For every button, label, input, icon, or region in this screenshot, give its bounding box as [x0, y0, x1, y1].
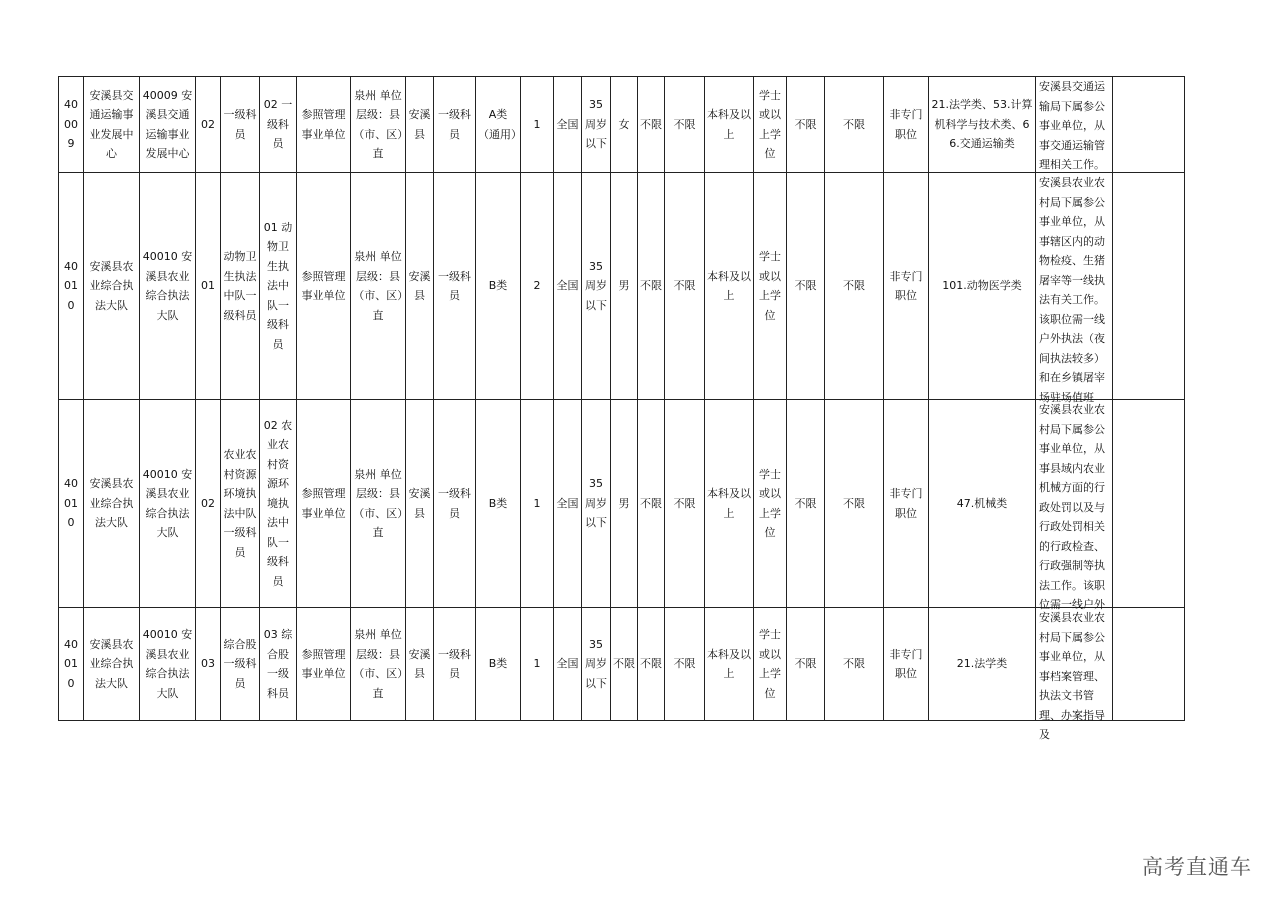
other-req-cell: 不限: [825, 400, 884, 608]
exam-type-cell: B类: [476, 173, 521, 400]
gender-cell: 不限: [611, 608, 638, 721]
post-code-cell: 02: [196, 77, 221, 173]
other-req-cell: 不限: [825, 173, 884, 400]
dept-code-cell: 40010: [59, 400, 84, 608]
degree-cell: 学士或以上学位: [754, 173, 787, 400]
watermark-text: 高考直通车: [1142, 855, 1252, 879]
household-cell: 全国: [554, 608, 582, 721]
unit-name-cell: 40010 安溪县农业综合执法大队: [140, 608, 196, 721]
gender-cell: 男: [611, 173, 638, 400]
unit-name-cell: 40010 安溪县农业综合执法大队: [140, 173, 196, 400]
unit-level-cell: 泉州 单位层级：县（市、区）直: [351, 608, 406, 721]
experience-cell: 不限: [787, 400, 825, 608]
dept-code-cell: 40010: [59, 173, 84, 400]
age-cell: 35周岁以下: [582, 173, 611, 400]
education-cell: 本科及以上: [705, 400, 754, 608]
rank-cell: 一级科员: [434, 608, 476, 721]
education-cell: 本科及以上: [705, 608, 754, 721]
major-cell: 21.法学类、53.计算机科学与技术类、66.交通运输类: [929, 77, 1036, 173]
description-cell: [1036, 173, 1113, 404]
table-row: [59, 77, 1185, 173]
dept-name-cell: 安溪县交通运输事业发展中心: [84, 77, 140, 173]
post-full-cell: 01 动物卫生执法中队一级科员: [260, 173, 297, 400]
gender-cell: 男: [611, 400, 638, 608]
region-cell: 安溪县: [406, 173, 434, 400]
table-row: [59, 173, 1185, 400]
unit-level-cell: 泉州 单位层级：县（市、区）直: [351, 77, 406, 173]
household-cell: 全国: [554, 173, 582, 400]
rank-cell: 一级科员: [434, 173, 476, 400]
description-text: 安溪县农业农村局下属参公事业单位，从事县域内农业机械方面的行政处罚以及与行政处罚相关的行政检查、行政强制等执法工作。该职位需一线户外: [1039, 403, 1105, 611]
dept-name-cell: 安溪县农业综合执法大队: [84, 400, 140, 608]
special-post-cell: 非专门职位: [884, 400, 929, 608]
post-name-cell: 农业农村资源环境执法中队一级科员: [221, 400, 260, 608]
description-text: 安溪县农业农村局下属参公事业单位，从事档案管理、执法文书管理、办案指导及: [1039, 611, 1105, 741]
post-name-cell: 综合股一级科员: [221, 608, 260, 721]
age-cell: 35周岁以下: [582, 77, 611, 173]
special-post-cell: 非专门职位: [884, 77, 929, 173]
headcount-cell: 1: [521, 77, 554, 173]
dept-name-cell: 安溪县农业综合执法大队: [84, 608, 140, 721]
post-name-cell: 动物卫生执法中队一级科员: [221, 173, 260, 400]
description-cell: [1036, 608, 1113, 741]
ethnicity-cell: 不限: [638, 400, 665, 608]
unit-nature-cell: 参照管理事业单位: [297, 77, 351, 173]
education-cell: 本科及以上: [705, 77, 754, 173]
exam-type-cell: A类（通用）: [476, 77, 521, 173]
politics-cell: 不限: [665, 77, 705, 173]
experience-cell: 不限: [787, 608, 825, 721]
dept-name-cell: 安溪县农业综合执法大队: [84, 173, 140, 400]
post-full-cell: 03 综合股一级科员: [260, 608, 297, 721]
rank-cell: 一级科员: [434, 400, 476, 608]
gender-cell: 女: [611, 77, 638, 173]
ethnicity-cell: 不限: [638, 173, 665, 400]
special-post-cell: 非专门职位: [884, 173, 929, 400]
politics-cell: 不限: [665, 608, 705, 721]
job-table: [58, 76, 1185, 741]
unit-level-cell: 泉州 单位层级：县（市、区）直: [351, 400, 406, 608]
special-post-cell: 非专门职位: [884, 608, 929, 721]
dept-code-cell: 40010: [59, 608, 84, 721]
unit-name-cell: 40009 安溪县交通运输事业发展中心: [140, 77, 196, 173]
rank-cell: 一级科员: [434, 77, 476, 173]
age-cell: 35周岁以下: [582, 608, 611, 721]
education-cell: 本科及以上: [705, 173, 754, 400]
remarks-cell: [1113, 400, 1185, 608]
description-text: 安溪县交通运输局下属参公事业单位，从事交通运输管理相关工作。: [1039, 80, 1105, 171]
remarks-cell: [1113, 608, 1185, 721]
unit-nature-cell: 参照管理事业单位: [297, 400, 351, 608]
politics-cell: 不限: [665, 173, 705, 400]
post-code-cell: 03: [196, 608, 221, 721]
post-full-cell: 02 农业农村资源环境执法中队一级科员: [260, 400, 297, 608]
headcount-cell: 1: [521, 400, 554, 608]
description-text: 安溪县农业农村局下属参公事业单位，从事辖区内的动物检疫、生猪屠宰等一线执法有关工作。该职位需一线户外执法（夜间执法较多）和在乡镇屠宰场驻场值班: [1039, 176, 1105, 404]
table-row: [59, 400, 1185, 608]
dept-code-cell: 40009: [59, 77, 84, 173]
exam-type-cell: B类: [476, 400, 521, 608]
household-cell: 全国: [554, 400, 582, 608]
headcount-cell: 2: [521, 173, 554, 400]
degree-cell: 学士或以上学位: [754, 608, 787, 721]
description-cell: [1036, 77, 1113, 173]
region-cell: 安溪县: [406, 77, 434, 173]
post-full-cell: 02 一级科员: [260, 77, 297, 173]
degree-cell: 学士或以上学位: [754, 77, 787, 173]
unit-nature-cell: 参照管理事业单位: [297, 608, 351, 721]
headcount-cell: 1: [521, 608, 554, 721]
unit-nature-cell: 参照管理事业单位: [297, 173, 351, 400]
major-cell: 47.机械类: [929, 400, 1036, 608]
other-req-cell: 不限: [825, 608, 884, 721]
experience-cell: 不限: [787, 77, 825, 173]
region-cell: 安溪县: [406, 608, 434, 721]
major-cell: 21.法学类: [929, 608, 1036, 721]
other-req-cell: 不限: [825, 77, 884, 173]
experience-cell: 不限: [787, 173, 825, 400]
ethnicity-cell: 不限: [638, 608, 665, 721]
job-rows: [59, 77, 1185, 741]
remarks-cell: [1113, 173, 1185, 400]
unit-level-cell: 泉州 单位层级：县（市、区）直: [351, 173, 406, 400]
description-cell: [1036, 400, 1113, 611]
unit-name-cell: 40010 安溪县农业综合执法大队: [140, 400, 196, 608]
table-row: [59, 608, 1185, 721]
post-name-cell: 一级科员: [221, 77, 260, 173]
post-code-cell: 01: [196, 173, 221, 400]
household-cell: 全国: [554, 77, 582, 173]
region-cell: 安溪县: [406, 400, 434, 608]
ethnicity-cell: 不限: [638, 77, 665, 173]
exam-type-cell: B类: [476, 608, 521, 721]
degree-cell: 学士或以上学位: [754, 400, 787, 608]
post-code-cell: 02: [196, 400, 221, 608]
major-cell: 101.动物医学类: [929, 173, 1036, 400]
politics-cell: 不限: [665, 400, 705, 608]
remarks-cell: [1113, 77, 1185, 173]
age-cell: 35周岁以下: [582, 400, 611, 608]
